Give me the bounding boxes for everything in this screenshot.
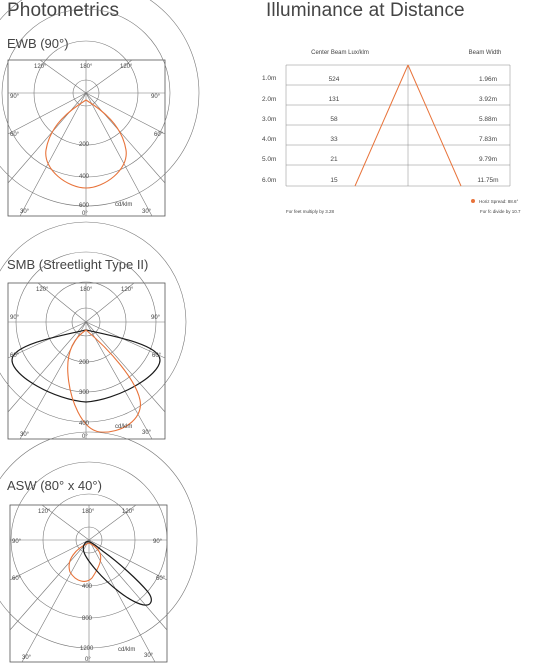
illuminance-legend-spread: Horiz Spread: 88.6° xyxy=(479,199,519,204)
ewb-label-60-left: 60° xyxy=(10,132,20,138)
row-4-lux: 33 xyxy=(330,136,338,143)
ewb-label-90-right: 90° xyxy=(151,94,161,100)
ewb-label-120-left: 120° xyxy=(34,64,47,70)
smb-label-90-right: 90° xyxy=(151,315,161,321)
row-6-width: 11.75m xyxy=(477,177,499,184)
row-2-width: 3.92m xyxy=(478,96,498,103)
asw-ring-800: 800 xyxy=(82,616,93,622)
row-1-distance: 1.0m xyxy=(262,75,277,82)
ewb-label-120-right: 120° xyxy=(120,64,133,70)
asw-label-0: 0° xyxy=(85,657,91,663)
row-4-distance: 4.0m xyxy=(262,136,277,143)
asw-label-90-left: 90° xyxy=(12,539,22,545)
row-3-width: 5.88m xyxy=(478,116,498,123)
row-1-width: 1.96m xyxy=(478,76,498,83)
row-5-lux: 21 xyxy=(330,156,338,163)
asw-label-30-left: 30° xyxy=(22,655,32,661)
ewb-unit: cd/klm xyxy=(115,202,133,208)
smb-title: SMB (Streetlight Type II) xyxy=(7,257,149,272)
smb-unit: cd/klm xyxy=(115,424,133,430)
asw-label-90-right: 90° xyxy=(153,539,163,545)
asw-label-120-left: 120° xyxy=(38,509,51,515)
row-5-width: 9.79m xyxy=(478,156,498,163)
ewb-label-30-left: 30° xyxy=(20,209,30,215)
smb-curve-orange xyxy=(68,330,141,432)
smb-ring-300: 300 xyxy=(79,390,90,396)
smb-label-60-left: 60° xyxy=(10,353,20,359)
smb-label-180: 180° xyxy=(80,287,93,293)
asw-curve-orange xyxy=(69,543,101,581)
smb-label-30-right: 30° xyxy=(142,430,152,436)
ewb-ring-600: 600 xyxy=(79,203,90,209)
asw-label-60-right: 60° xyxy=(156,576,166,582)
ewb-label-60-right: 60° xyxy=(154,132,164,138)
illuminance-diagram xyxy=(262,50,521,214)
smb-label-120-right: 120° xyxy=(121,287,134,293)
illuminance-note-fc: For fc divide by 10.7 xyxy=(480,209,521,214)
photometrics-heading: Photometrics xyxy=(7,0,120,21)
illuminance-col-lux: Center Beam Lux/klm xyxy=(311,50,369,56)
smb-polar-chart xyxy=(0,222,186,440)
legend-spread-marker xyxy=(471,199,475,203)
ewb-label-90-left: 90° xyxy=(10,94,20,100)
ewb-label-180: 180° xyxy=(80,64,93,70)
smb-label-30-left: 30° xyxy=(20,432,30,438)
smb-label-90-left: 90° xyxy=(10,315,20,321)
row-5-distance: 5.0m xyxy=(262,156,277,163)
smb-ring-400: 400 xyxy=(79,421,90,427)
ewb-label-0: 0° xyxy=(82,211,88,217)
row-4-width: 7.83m xyxy=(478,136,498,143)
asw-ring-400: 400 xyxy=(82,584,93,590)
asw-label-120-right: 120° xyxy=(122,509,135,515)
row-3-distance: 3.0m xyxy=(262,116,277,123)
asw-label-30-right: 30° xyxy=(144,653,154,659)
ewb-ring-200: 200 xyxy=(79,142,90,148)
illuminance-heading: Illuminance at Distance xyxy=(266,0,465,21)
row-6-distance: 6.0m xyxy=(262,177,277,184)
ewb-label-30-right: 30° xyxy=(142,209,152,215)
asw-unit: cd/klm xyxy=(118,647,136,653)
row-2-lux: 131 xyxy=(328,96,340,103)
asw-polar-chart xyxy=(0,432,197,663)
asw-ring-1200: 1200 xyxy=(80,646,94,652)
illuminance-col-width: Beam Width xyxy=(468,50,502,56)
ewb-title: EWB (90°) xyxy=(7,36,69,51)
smb-label-0: 0° xyxy=(82,434,88,440)
smb-label-60-right: 60° xyxy=(152,353,162,359)
row-3-lux: 58 xyxy=(330,116,338,123)
ewb-polar-chart xyxy=(0,0,199,217)
asw-label-180: 180° xyxy=(82,509,95,515)
illuminance-grid xyxy=(286,65,510,186)
smb-ring-200: 200 xyxy=(79,360,90,366)
asw-label-60-left: 60° xyxy=(12,576,22,582)
row-2-distance: 2.0m xyxy=(262,96,277,103)
smb-label-120-left: 120° xyxy=(36,287,49,293)
asw-curve-black xyxy=(83,542,151,605)
illuminance-note-feet: For feet multiply by 3.28 xyxy=(286,209,335,214)
ewb-ring-400: 400 xyxy=(79,174,90,180)
row-1-lux: 524 xyxy=(328,76,340,83)
row-6-lux: 15 xyxy=(330,177,338,184)
asw-title: ASW (80° x 40°) xyxy=(7,478,102,493)
